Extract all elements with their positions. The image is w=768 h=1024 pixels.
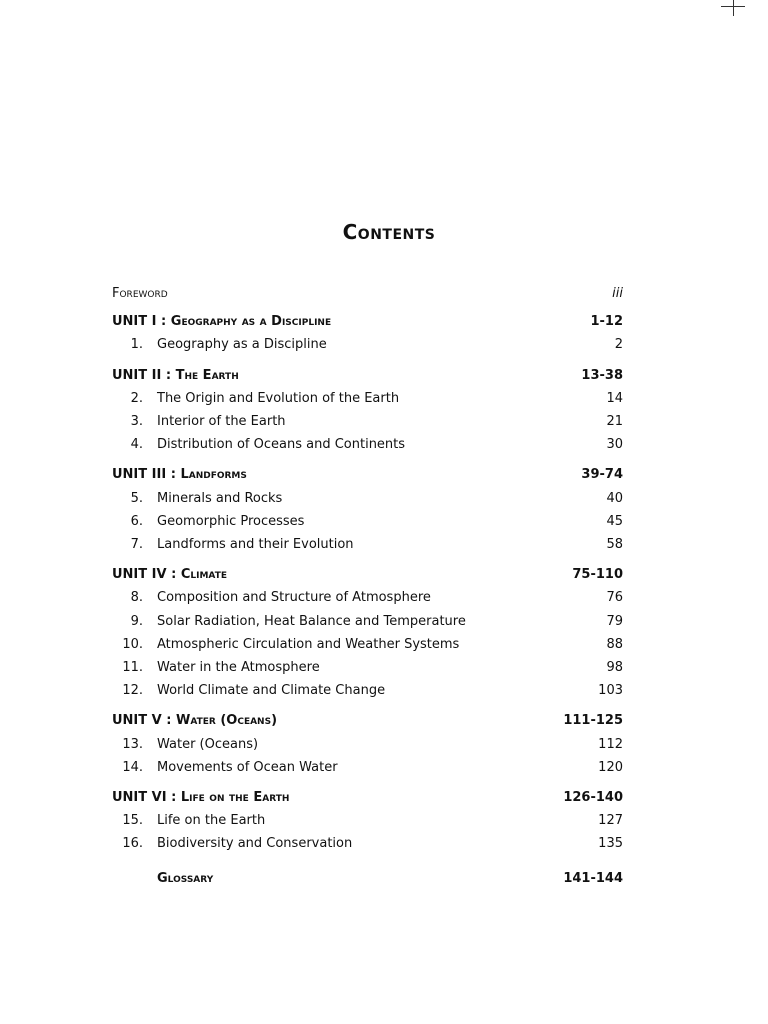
chapter-title-group: [112, 832, 352, 855]
chapter-number: 5.: [130, 490, 143, 506]
unit-label: UNIT III: [112, 467, 167, 483]
chapter-page-number: 79: [606, 613, 623, 629]
units-list: [112, 310, 623, 855]
chapter-entry[interactable]: [112, 533, 623, 556]
chapter-title-group: [112, 610, 466, 633]
unit-name: Water (Oceans): [176, 713, 278, 729]
unit-heading-title: UNIT III : Landforms: [112, 467, 247, 483]
unit-label: UNIT I: [112, 314, 157, 330]
chapter-title-group: [112, 410, 286, 433]
chapter-number: 1.: [130, 337, 143, 353]
chapter-number: 3.: [130, 414, 143, 430]
chapter-title-group: [112, 510, 304, 533]
unit-name: The Earth: [175, 367, 239, 383]
unit-heading[interactable]: [112, 786, 623, 809]
crop-mark: [721, 0, 745, 16]
unit-heading[interactable]: [112, 463, 623, 486]
chapter-page-number: 58: [606, 537, 623, 553]
unit-heading[interactable]: [112, 563, 623, 586]
chapter-title: Biodiversity and Conservation: [157, 836, 353, 852]
chapter-page-number: 45: [606, 513, 623, 529]
chapter-title-group: [112, 333, 327, 356]
chapter-title: Geomorphic Processes: [157, 513, 305, 529]
chapter-entry[interactable]: [112, 633, 623, 656]
unit-label: UNIT IV: [112, 567, 167, 583]
chapter-title: Composition and Structure of Atmosphere: [157, 590, 431, 606]
unit-page-range: 1-12: [590, 314, 623, 330]
unit-heading-title: UNIT I : Geography as a Discipline: [112, 314, 332, 330]
chapter-title: The Origin and Evolution of the Earth: [157, 390, 400, 406]
chapter-title: Water in the Atmosphere: [157, 660, 320, 676]
glossary-label: Glossary: [157, 870, 214, 886]
chapter-title: Geography as a Discipline: [157, 337, 327, 353]
chapter-title: Distribution of Oceans and Continents: [157, 437, 406, 453]
chapter-title: World Climate and Climate Change: [157, 683, 386, 699]
chapter-entry[interactable]: [112, 410, 623, 433]
foreword-label: Foreword: [112, 286, 168, 301]
chapter-entry[interactable]: [112, 679, 623, 702]
chapter-title-group: [112, 809, 265, 832]
unit-heading[interactable]: [112, 709, 623, 732]
chapter-entry[interactable]: [112, 387, 623, 410]
chapter-number: 2.: [130, 390, 143, 406]
foreword-entry[interactable]: [112, 282, 623, 305]
unit-name: Geography as a Discipline: [170, 314, 332, 330]
unit-heading-title: UNIT IV : Climate: [112, 567, 227, 583]
chapter-title-group: [112, 586, 431, 609]
chapter-entry[interactable]: [112, 433, 623, 456]
unit-heading[interactable]: [112, 364, 623, 387]
chapter-title: Movements of Ocean Water: [157, 759, 338, 775]
unit-page-range: 13-38: [581, 367, 623, 383]
chapter-number: 14.: [122, 759, 143, 775]
chapter-number: 13.: [122, 736, 143, 752]
crop-mark-horizontal-line: [721, 6, 745, 7]
glossary-entry[interactable]: [112, 867, 623, 890]
unit-name: Climate: [180, 567, 227, 583]
chapter-number: 12.: [122, 683, 143, 699]
chapter-title: Solar Radiation, Heat Balance and Temperature: [157, 613, 466, 629]
chapter-title: Minerals and Rocks: [157, 490, 283, 506]
chapter-entry[interactable]: [112, 733, 623, 756]
chapter-entry[interactable]: [112, 756, 623, 779]
unit-heading-title: UNIT V : Water (Oceans): [112, 713, 278, 729]
chapter-title-group: [112, 387, 399, 410]
chapter-page-number: 112: [598, 736, 623, 752]
page-title: Contents: [342, 220, 436, 244]
table-of-contents: [112, 282, 623, 890]
crop-mark-vertical-line: [733, 0, 734, 16]
unit-label: UNIT VI: [112, 790, 167, 806]
unit-heading-title: UNIT II : The Earth: [112, 367, 239, 383]
unit-page-range: 126-140: [563, 790, 623, 806]
chapter-page-number: 40: [606, 490, 623, 506]
chapter-entry[interactable]: [112, 333, 623, 356]
chapter-title-group: [112, 487, 282, 510]
chapter-page-number: 98: [606, 660, 623, 676]
chapter-page-number: 76: [606, 590, 623, 606]
chapter-page-number: 21: [606, 414, 623, 430]
chapter-number: 10.: [122, 636, 143, 652]
chapter-page-number: 127: [598, 813, 623, 829]
chapter-number: 16.: [122, 836, 143, 852]
chapter-title: Life on the Earth: [157, 813, 266, 829]
chapter-number: 7.: [130, 537, 143, 553]
chapter-title: Water (Oceans): [157, 736, 259, 752]
chapter-title-group: [112, 679, 385, 702]
unit-name: Life on the Earth: [180, 790, 290, 806]
chapter-page-number: 120: [598, 759, 623, 775]
chapter-title-group: [112, 633, 459, 656]
chapter-entry[interactable]: [112, 832, 623, 855]
chapter-title: Interior of the Earth: [157, 414, 286, 430]
unit-label: UNIT II: [112, 367, 162, 383]
chapter-entry[interactable]: [112, 510, 623, 533]
chapter-entry[interactable]: [112, 656, 623, 679]
chapter-page-number: 14: [606, 390, 623, 406]
chapter-title-group: [112, 733, 258, 756]
unit-heading-title: UNIT VI : Life on the Earth: [112, 790, 290, 806]
unit-page-range: 75-110: [572, 567, 623, 583]
unit-page-range: 111-125: [563, 713, 623, 729]
chapter-number: 4.: [130, 437, 143, 453]
chapter-entry[interactable]: [112, 487, 623, 510]
chapter-number: 8.: [130, 590, 143, 606]
chapter-number: 6.: [130, 513, 143, 529]
chapter-title-group: [112, 656, 320, 679]
chapter-page-number: 2: [614, 337, 623, 353]
chapter-entry[interactable]: [112, 586, 623, 609]
unit-heading[interactable]: [112, 310, 623, 333]
chapter-page-number: 88: [606, 636, 623, 652]
chapter-title-group: [112, 756, 338, 779]
chapter-page-number: 30: [606, 437, 623, 453]
chapter-title-group: [112, 533, 354, 556]
chapter-page-number: 103: [598, 683, 623, 699]
chapter-entry[interactable]: [112, 809, 623, 832]
foreword-page-number: iii: [612, 286, 623, 301]
unit-label: UNIT V: [112, 713, 162, 729]
chapter-title: Atmospheric Circulation and Weather Systems: [157, 636, 460, 652]
glossary-page-range: 141-144: [563, 870, 623, 886]
unit-page-range: 39-74: [581, 467, 623, 483]
chapter-entry[interactable]: [112, 610, 623, 633]
chapter-number: 9.: [130, 613, 143, 629]
chapter-number: 11.: [122, 660, 143, 676]
chapter-number: 15.: [122, 813, 143, 829]
chapter-page-number: 135: [598, 836, 623, 852]
chapter-title-group: [112, 433, 405, 456]
unit-name: Landforms: [180, 467, 247, 483]
chapter-title: Landforms and their Evolution: [157, 537, 354, 553]
